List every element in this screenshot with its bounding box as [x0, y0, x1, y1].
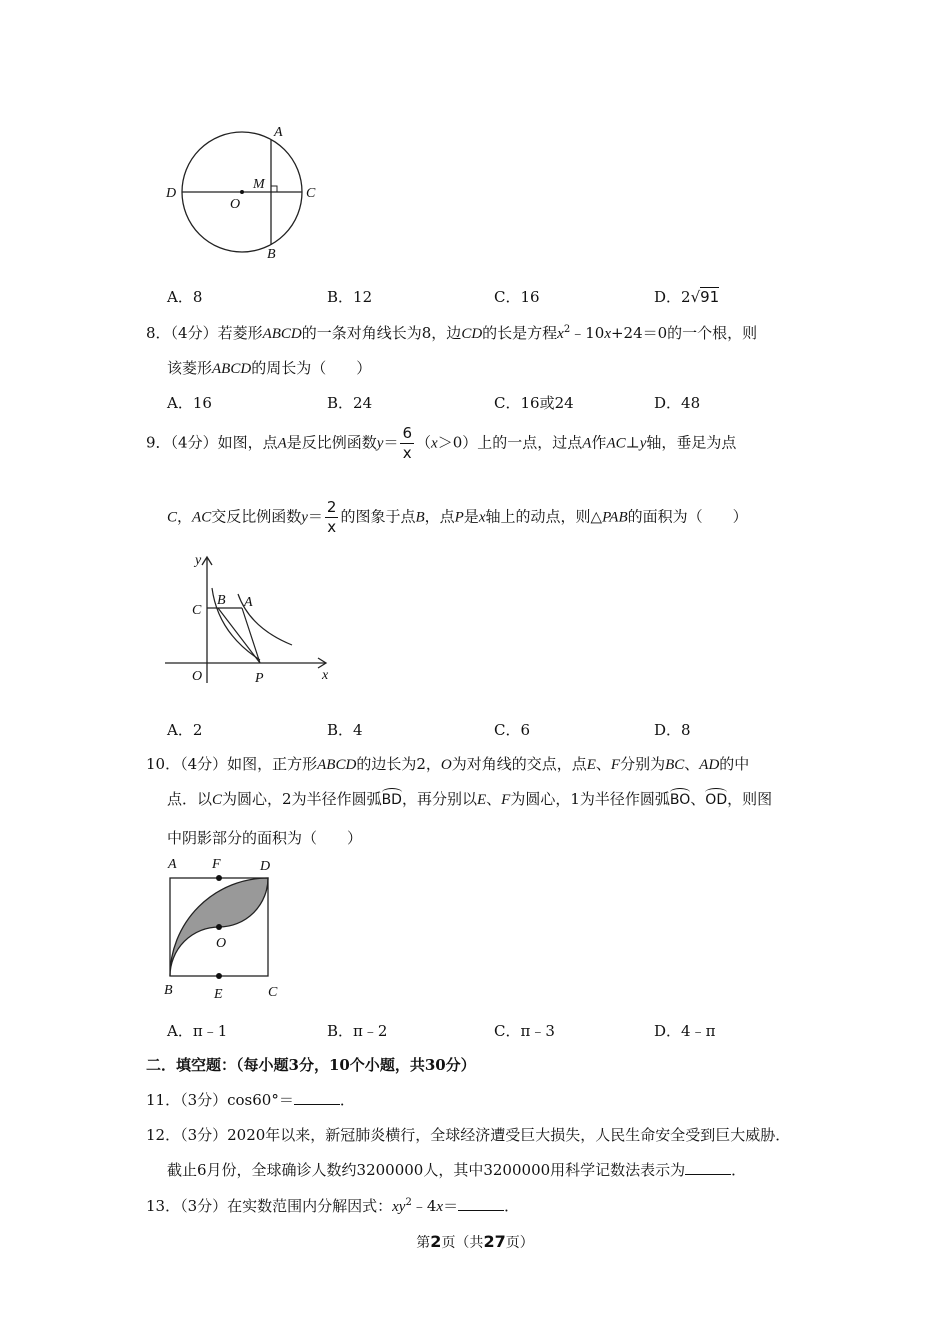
q10-option-b: B．π﹣2 — [327, 1022, 388, 1040]
answer-blank[interactable] — [294, 1103, 340, 1105]
q12-line1: 12．（3分）2020年以来，新冠肺炎横行，全球经济遭受巨大损失，人民生命安全受到巨大威胁． — [146, 1126, 791, 1144]
q7-option-d-label: D．2 — [654, 288, 691, 306]
sqrt-radicand: 91 — [700, 288, 720, 306]
q8-option-b: B．24 — [327, 394, 373, 412]
sqrt-sign: √ — [690, 288, 701, 306]
q8-option-c: C．16或24 — [494, 394, 574, 412]
q8-line2: 该菱形ABCD的周长为（ ） — [167, 359, 372, 377]
fraction-6-over-x: $\frac{6}{x}$ — [402, 424, 413, 462]
q7-option-d — [654, 286, 719, 307]
arc-od: OD — [705, 788, 727, 808]
label-b: B — [217, 593, 226, 608]
point-e — [216, 973, 222, 979]
label-b: B — [267, 247, 276, 262]
label-x: x — [322, 668, 329, 683]
q8-option-a: A．16 — [167, 394, 212, 412]
label-c: C — [192, 603, 202, 618]
section-fill-in-heading: 二．填空题：（每小题3分，10个小题，共30分） — [146, 1056, 476, 1074]
q8-line1: 8．（4分）若菱形ABCD的一条对角线长为8，边CD的长是方程$x^2﹣10x+24=0$的一个根，则 — [146, 324, 758, 342]
label-m: M — [253, 177, 265, 192]
label-o: O — [216, 936, 227, 951]
q9-line1: 9．（4分）如图，点A是反比例函数y＝ $\frac{6}{x}$ （x＞0）上的一点，过点A作AC⊥y轴，垂足为点 — [146, 424, 737, 462]
q7-option-b: B．12 — [327, 288, 373, 306]
label-e: E — [214, 987, 223, 1002]
q8-option-d: D．48 — [654, 394, 701, 412]
page-number: 2 — [430, 1232, 442, 1251]
segment-bp — [218, 608, 260, 663]
q9-option-c: C．6 — [494, 721, 531, 739]
q7-option-a: A．8 — [167, 288, 203, 306]
center-dot — [240, 190, 244, 194]
label-o: O — [192, 669, 203, 684]
point-o — [216, 924, 222, 930]
page-footer: 第2页（共27页） — [416, 1232, 534, 1251]
label-y: y — [195, 553, 202, 568]
label-c: C — [306, 186, 316, 201]
q10-line1: 10．（4分）如图，正方形ABCD的边长为2，O为对角线的交点，点E、F分别为BC、AD的中 — [146, 755, 750, 773]
q9-graph-figure — [160, 548, 340, 688]
q10-option-d: D．4﹣π — [654, 1022, 716, 1040]
q9-option-d: D．8 — [654, 721, 691, 739]
q10-square-figure — [160, 852, 290, 1002]
q7-option-c: C．16 — [494, 288, 540, 306]
page-total: 27 — [483, 1232, 506, 1251]
q9-option-b: B．4 — [327, 721, 363, 739]
answer-blank[interactable] — [458, 1209, 504, 1211]
q10-option-a: A．π﹣1 — [167, 1022, 228, 1040]
label-p: P — [255, 671, 264, 686]
q13: 13．（3分）在实数范围内分解因式：$xy^2﹣4x=$ ． — [146, 1197, 520, 1215]
q12-line2: 截止6月份，全球确诊人数约3200000人，其中3200000用科学记数法表示为 ． — [167, 1161, 747, 1179]
label-c: C — [268, 985, 278, 1000]
label-o: O — [230, 197, 241, 212]
right-angle-mark — [271, 186, 277, 192]
label-a: A — [168, 857, 177, 872]
label-d: D — [166, 186, 177, 201]
label-a: A — [274, 125, 283, 140]
q11: 11．（3分）cos60°＝ ． — [146, 1091, 355, 1109]
answer-blank[interactable] — [685, 1173, 731, 1175]
q10-line2: 点．以C为圆心，2为半径作圆弧BD，再分别以E、F为圆心，1为半径作圆弧BO、OD，则图 — [167, 790, 773, 808]
arc-bd: BD — [382, 788, 402, 808]
q10-option-c: C．π﹣3 — [494, 1022, 555, 1040]
label-f: F — [212, 857, 221, 872]
point-f — [216, 875, 222, 881]
q9-line2: C，AC交反比例函数y＝ $\frac{2}{x}$ 的图象于点B，点P是x轴上的动点，则△PAB的面积为（ ） — [167, 498, 748, 536]
q10-line3: 中阴影部分的面积为（ ） — [167, 829, 363, 847]
label-a: A — [244, 595, 253, 610]
label-d: D — [260, 859, 271, 874]
q9-option-a: A．2 — [167, 721, 203, 739]
q7-circle-figure — [160, 120, 340, 270]
fraction-2-over-x: $\frac{2}{x}$ — [326, 498, 337, 536]
label-b: B — [164, 983, 173, 998]
arc-bo: BO — [670, 788, 690, 808]
